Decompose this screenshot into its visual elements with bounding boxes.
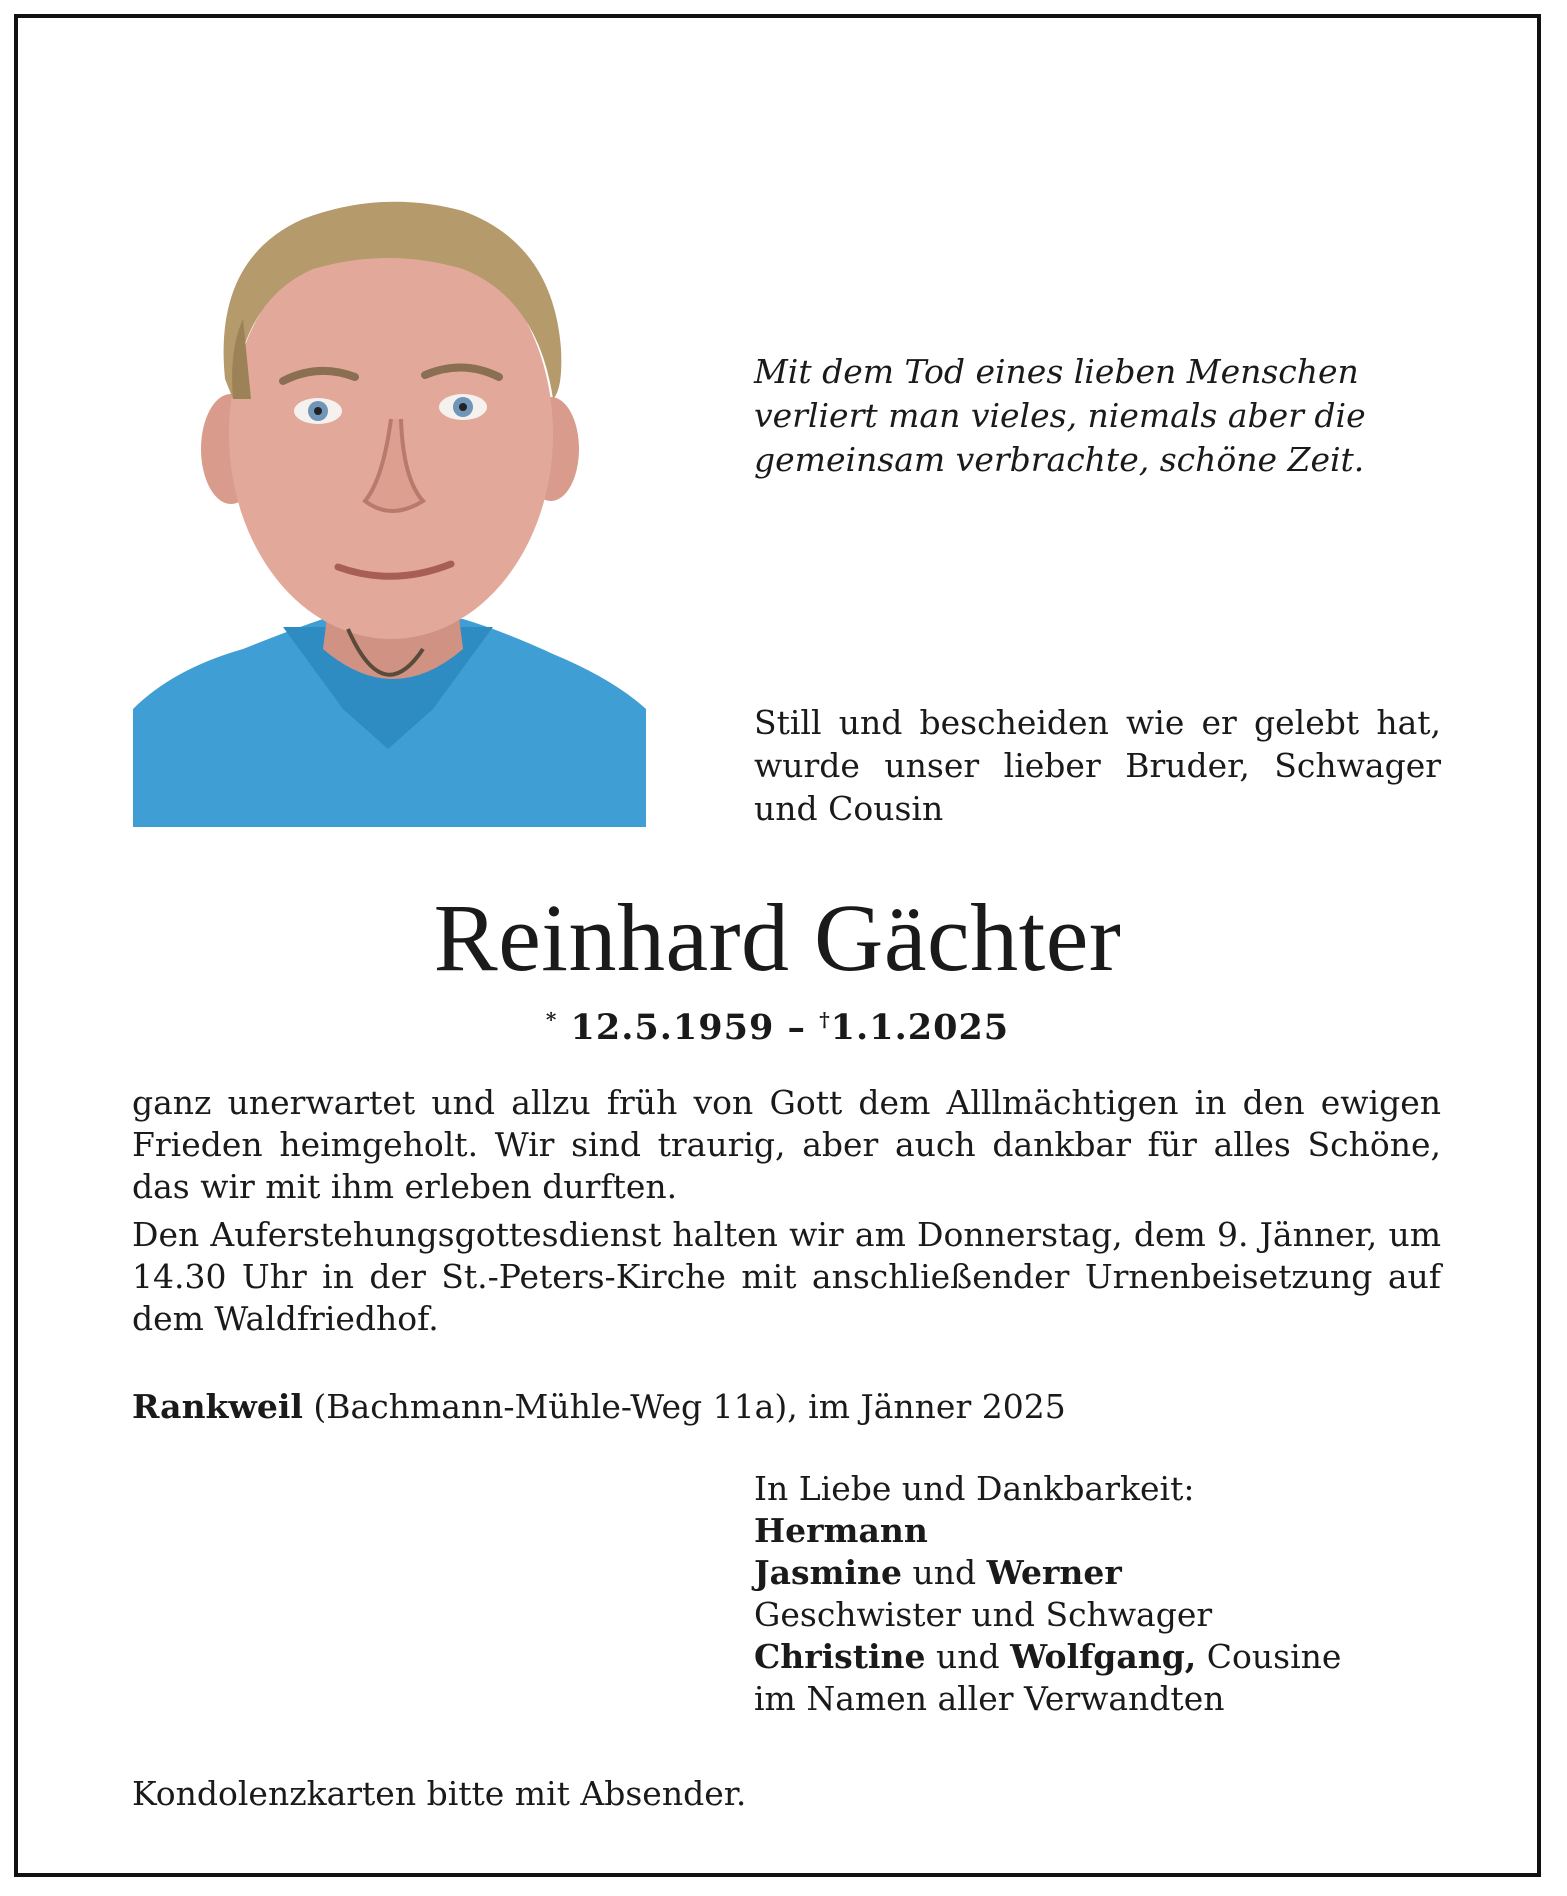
signers-closing: im Namen aller Verwandten (754, 1679, 1225, 1718)
signer-line (754, 1552, 1441, 1594)
announcement-paragraph: ganz unerwartet und allzu früh von Gott dem Alllmächtigen in den ewigen Frieden heimgeholt. Wir sind traurig, aber auch dankbar für alles Schöne, das wir mit ihm erleben durften. (132, 1083, 1441, 1206)
signers-block (754, 1468, 1441, 1720)
quote-line: gemeinsam verbrachte, schöne Zeit. (754, 440, 1365, 479)
signer-name: Christine (754, 1637, 926, 1676)
intro-text: Still und bescheiden wie er gelebt hat, wurde unser lieber Bruder, Schwager und Cousin (754, 703, 1441, 828)
signer-name: Werner (986, 1553, 1122, 1592)
signers-heading: In Liebe und Dankbarkeit: (754, 1469, 1195, 1508)
signer-name: Wolfgang, (1010, 1637, 1197, 1676)
memorial-quote (754, 350, 1374, 482)
town-name: Rankweil (132, 1387, 303, 1426)
deceased-name: Reinhard Gächter (433, 884, 1122, 991)
conjunction: und (902, 1553, 987, 1592)
place-date-line (132, 1386, 1441, 1428)
signer-name: Hermann (754, 1511, 928, 1550)
signer-line (754, 1636, 1441, 1678)
signer-name: Jasmine (754, 1553, 903, 1592)
quote-line: verliert man vieles, niemals aber die (754, 396, 1366, 435)
obituary-card (14, 14, 1541, 1877)
birth-date: 12.5.1959 (570, 1007, 775, 1048)
quote-line: Mit dem Tod eines lieben Menschen (754, 352, 1359, 391)
death-date: 1.1.2025 (830, 1007, 1010, 1048)
life-dates (18, 1006, 1537, 1050)
portrait-photo (133, 149, 646, 827)
death-symbol: † (819, 1007, 831, 1032)
conjunction: und (925, 1637, 1011, 1676)
signer-relation: Geschwister und Schwager (754, 1595, 1213, 1634)
portrait-illustration (133, 149, 646, 827)
signer-relation: Cousine (1196, 1637, 1342, 1676)
address-date: (Bachmann-Mühle-Weg 11a), im Jänner 2025 (302, 1387, 1066, 1426)
date-separator: – (787, 1007, 807, 1048)
footer-note: Kondolenzkarten bitte mit Absender. (132, 1774, 747, 1813)
service-paragraph: Den Auferstehungsgottesdienst halten wir am Donnerstag, dem 9. Jänner, um 14.30 Uhr in der St.-Peters-Kirche mit anschließender Urnenbeisetzung auf dem Waldfriedhof. (132, 1215, 1441, 1338)
signer-line (754, 1510, 1441, 1552)
birth-symbol: * (545, 1007, 558, 1032)
